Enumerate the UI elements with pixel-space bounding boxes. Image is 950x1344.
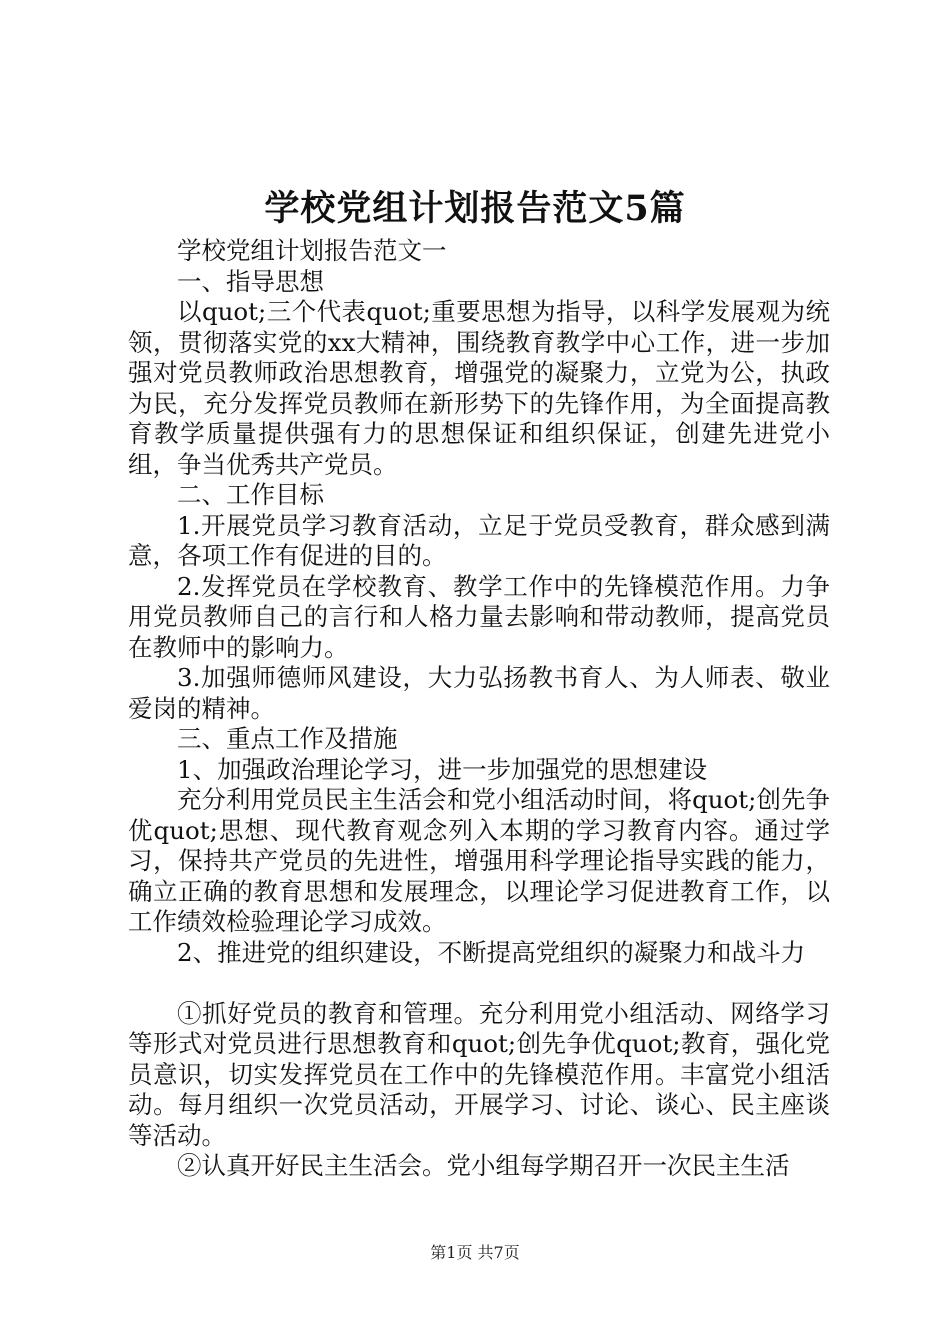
section-heading-work-goals: 二、工作目标 bbox=[177, 480, 324, 509]
document-title: 学校党组计划报告范文5篇 bbox=[264, 188, 686, 229]
section-heading-guiding-ideology: 一、指导思想 bbox=[177, 266, 324, 296]
section-heading-subtitle: 学校党组计划报告范文一 bbox=[177, 236, 447, 265]
paragraph-member-education: ①抓好党员的教育和管理。充分利用党小组活动、网络学习等形式对党员进行思想教育和quot;创先争优quot;教育，强化党员意识，切实发挥党员在工作中的先锋模范作用。丰富党小组活动。每月组织一次党员活动，开展学习、讨论、谈心、民主座谈等活动。 bbox=[128, 998, 830, 1150]
document-body bbox=[128, 236, 830, 1182]
paragraph-goal-2: 2.发挥党员在学校教育、教学工作中的先锋模范作用。力争用党员教师自己的言行和人格力量去影响和带动教师，提高党员在教师中的影响力。 bbox=[128, 571, 830, 662]
blank-line bbox=[128, 968, 830, 999]
subheading-political-theory: 1、加强政治理论学习，进一步加强党的思想建设 bbox=[177, 754, 708, 784]
paragraph-democratic-life-meeting: ②认真开好民主生活会。党小组每学期召开一次民主生活 bbox=[177, 1151, 790, 1180]
section-heading-key-work: 三、重点工作及措施 bbox=[177, 724, 398, 753]
paragraph-guiding-ideology: 以quot;三个代表quot;重要思想为指导，以科学发展观为统领，贯彻落实党的xx大精神，围绕教育教学中心工作，进一步加强对党员教师政治思想教育，增强党的凝聚力，立党为公，执政为民，充分发挥党员教师在新形势下的先锋作用，为全面提高教育教学质量提供强有力的思想保证和组织保证，创建先进党小组，争当优秀共产党员。 bbox=[128, 297, 830, 479]
paragraph-goal-1: 1.开展党员学习教育活动，立足于党员受教育，群众感到满意，各项工作有促进的目的。 bbox=[128, 510, 830, 570]
page-number-footer: 第1页 共7页 bbox=[430, 1243, 520, 1262]
paragraph-political-theory: 充分利用党员民主生活会和党小组活动时间，将quot;创先争优quot;思想、现代教育观念列入本期的学习教育内容。通过学习，保持共产党员的先进性，增强用科学理论指导实践的能力，确立正确的教育思想和发展理念，以理论学习促进教育工作，以工作绩效检验理论学习成效。 bbox=[128, 785, 830, 936]
subheading-organization-building: 2、推进党的组织建设，不断提高党组织的凝聚力和战斗力 bbox=[177, 937, 806, 967]
paragraph-goal-3: 3.加强师德师风建设，大力弘扬教书育人、为人师表、敬业爱岗的精神。 bbox=[128, 663, 830, 723]
